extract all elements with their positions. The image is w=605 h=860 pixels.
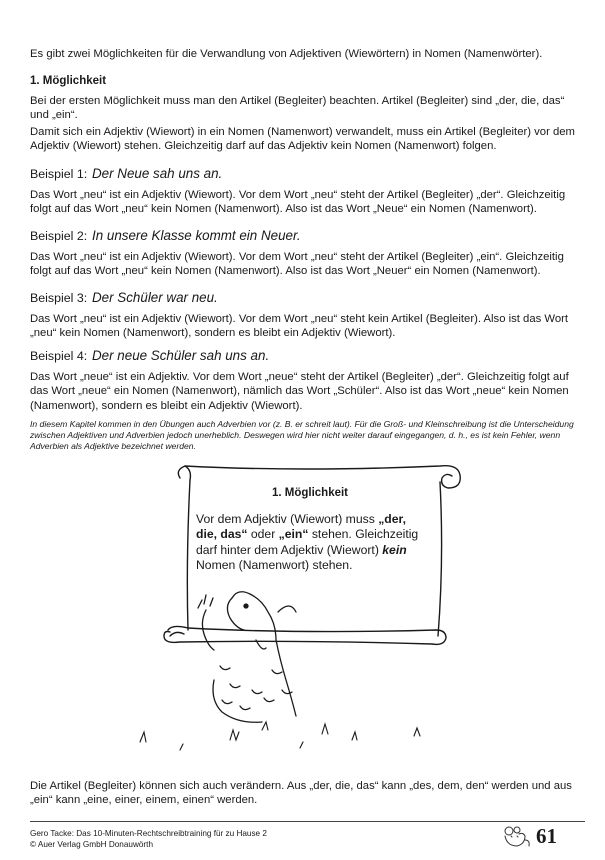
section-heading: 1. Möglichkeit	[30, 75, 107, 87]
mouse-logo-icon	[497, 822, 531, 850]
example-4-header	[30, 348, 269, 363]
page-number: 61	[536, 824, 557, 848]
scroll-text-part-1: Vor dem Adjektiv (Wiewort) muss	[196, 511, 379, 526]
example-1-explanation: Das Wort „neu“ ist ein Adjektiv (Wiewort). Vor dem Wort „neu“ steht der Artikel (Begleiter) „der“. Gleichzeitig folgt auf das Wort „neu“ kein Nomen (Namenwort). Also ist das Wort „Neue“ ein Nomen (Namenwort).	[30, 189, 566, 216]
example-3-label: Beispiel 3:	[30, 291, 88, 305]
scroll-text-part-2: oder	[247, 527, 279, 541]
example-4-sentence: Der neue Schüler sah uns an.	[92, 348, 270, 363]
intro-text: Es gibt zwei Möglichkeiten für die Verwandlung von Adjektiven (Wiewörtern) in Nomen (Namenwörter).	[30, 48, 543, 60]
example-2-header	[30, 228, 301, 243]
scroll-text-part-4: Nomen (Namenwort) stehen.	[196, 558, 353, 572]
example-3-header	[30, 290, 218, 305]
example-1-sentence: Der Neue sah uns an.	[92, 166, 223, 181]
scroll-rule-text	[196, 512, 424, 574]
closing-text: Die Artikel (Begleiter) können sich auch verändern. Aus „der, die, das“ kann „des, dem, den“ werden und aus „ein“ kann „eine, einer, einem, einen“ werden.	[30, 780, 572, 807]
example-3-explanation: Das Wort „neu“ ist ein Adjektiv (Wiewort). Vor dem Wort „neu“ steht kein Artikel (Begleiter). Also ist das Wort „neu“ kein Nomen (Namenwort), sondern es bleibt ein Adjektiv (Wiewort).	[30, 313, 569, 340]
scroll-text-part-3: stehen. Gleichzeitig darf hinter dem Adjektiv (Wiewort)	[196, 527, 419, 557]
paragraph-articles: Bei der ersten Möglichkeit muss man den Artikel (Begleiter) beachten. Artikel (Begleiter) sind „der, die, das“ und „ein“.	[30, 95, 565, 122]
paragraph-rule: Damit sich ein Adjektiv (Wiewort) in ein Nomen (Namenwort) verwandelt, muss ein Artikel (Begleiter) vor dem Adjektiv (Wiewort) stehen. Gleichzeitig darf auf das Adjektiv kein Nomen (Namenwort) folgen.	[30, 126, 575, 153]
footer-publisher: © Auer Verlag GmbH Donauwörth	[30, 840, 153, 849]
footnote-adverbs: In diesem Kapitel kommen in den Übungen auch Adverbien vor (z. B. er schreit laut). Für die Groß- und Kleinschreibung ist die Unterscheidung zwischen Adjektiven und Adverbien jedoch unerheblich. Deswegen wird hier nicht weiter darauf eingegangen, d. h., es ist kein Fehler, wenn Adverbien als Adjektive bezeichnet werden.	[30, 419, 574, 451]
example-4-explanation: Das Wort „neue“ ist ein Adjektiv. Vor dem Wort „neue“ steht der Artikel (Begleiter) „der“. Gleichzeitig folgt auf das Wort „neue“ ein Nomen (Namenwort), nämlich das Wort „Schüler“. Also ist das Wort „neue“ kein Nomen (Namenwort), sondern es bleibt ein Adjektiv (Wiewort).	[30, 371, 569, 412]
scroll-bold-kein: kein	[382, 542, 407, 557]
scroll-bold-articles: „der, die, das“	[196, 511, 406, 541]
example-2-explanation: Das Wort „neu“ ist ein Adjektiv (Wiewort). Vor dem Wort „neu“ steht der Artikel (Begleiter) „ein“. Gleichzeitig folgt auf das Wort „neu“ kein Nomen (Namenwort). Also ist das Wort „Neuer“ ein Nomen (Namenwort).	[30, 251, 564, 278]
example-2-sentence: In unsere Klasse kommt ein Neuer.	[92, 228, 301, 243]
example-1-label: Beispiel 1:	[30, 167, 88, 181]
example-3-sentence: Der Schüler war neu.	[92, 290, 218, 305]
footer-book-title: Gero Tacke: Das 10-Minuten-Rechtschreibtraining für zu Hause 2	[30, 829, 267, 838]
scroll-title: 1. Möglichkeit	[271, 487, 349, 499]
scroll-bold-ein: „ein“	[278, 527, 309, 541]
scroll-rule-box	[196, 486, 424, 574]
example-2-label: Beispiel 2:	[30, 229, 88, 243]
footer-credits	[30, 828, 267, 850]
example-4-label: Beispiel 4:	[30, 349, 88, 363]
example-1-header	[30, 166, 222, 181]
